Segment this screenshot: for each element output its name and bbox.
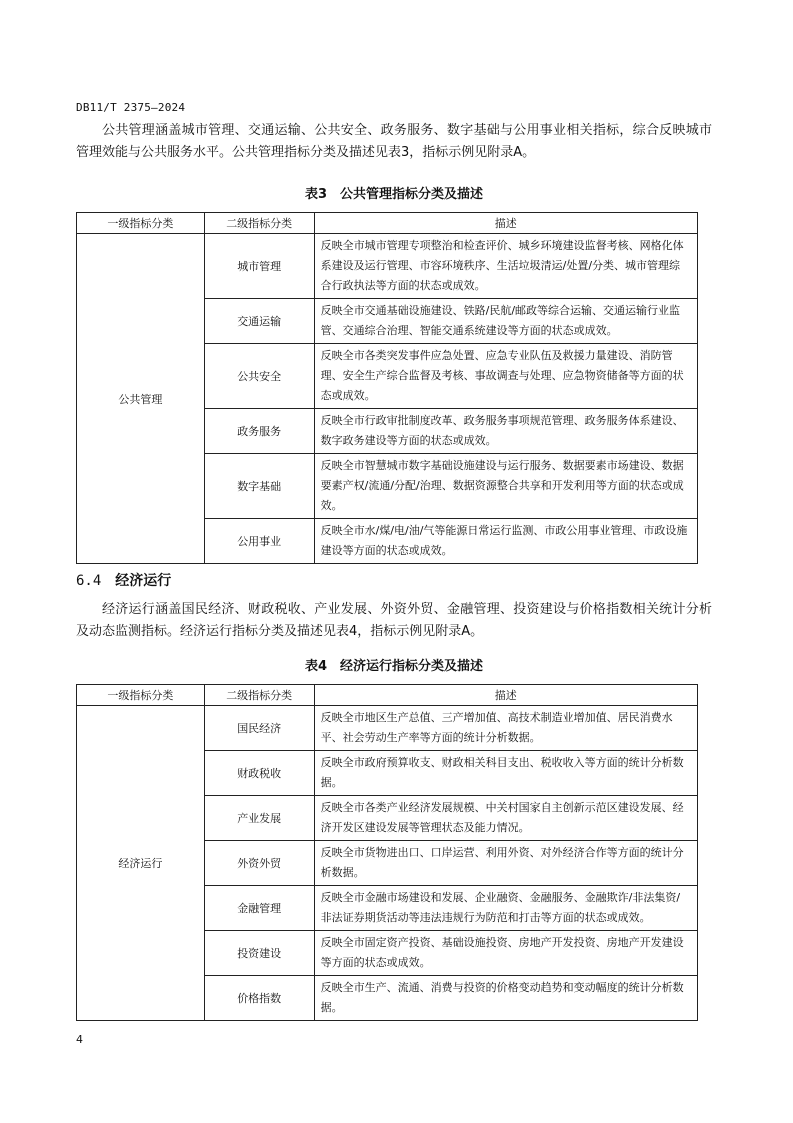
level2-cell: 政务服务	[204, 409, 314, 454]
level2-cell: 价格指数	[204, 976, 314, 1021]
level2-cell: 城市管理	[204, 234, 314, 299]
level2-cell: 产业发展	[204, 796, 314, 841]
description-cell: 反映全市行政审批制度改革、政务服务事项规范管理、政务服务体系建设、数字政务建设等方面的状态或成效。	[314, 409, 697, 454]
header-level2: 二级指标分类	[204, 685, 314, 706]
level2-cell: 公用事业	[204, 519, 314, 564]
header-description: 描述	[314, 213, 697, 234]
table-row	[77, 706, 698, 751]
level1-cell: 公共管理	[77, 234, 205, 564]
header-level1: 一级指标分类	[77, 685, 205, 706]
level2-cell: 交通运输	[204, 299, 314, 344]
description-cell: 反映全市城市管理专项整治和检查评价、城乡环境建设监督考核、网格化体系建设及运行管理、市容环境秩序、生活垃圾清运/处置/分类、城市管理综合行政执法等方面的状态或成效。	[314, 234, 697, 299]
level2-cell: 投资建设	[204, 931, 314, 976]
description-cell: 反映全市各类突发事件应急处置、应急专业队伍及救援力量建设、消防管理、安全生产综合监督及考核、事故调查与处理、应急物资储备等方面的状态或成效。	[314, 344, 697, 409]
description-cell: 反映全市政府预算收支、财政相关科目支出、税收收入等方面的统计分析数据。	[314, 751, 697, 796]
table3-caption: 表3 公共管理指标分类及描述	[304, 187, 484, 202]
header-description: 描述	[314, 685, 697, 706]
level2-cell: 数字基础	[204, 454, 314, 519]
intro-paragraph-table3: 公共管理涵盖城市管理、交通运输、公共安全、政务服务、数字基础与公用事业相关指标，综合反映城市管理效能与公共服务水平。公共管理指标分类及描述见表3，指标示例见附录A。	[76, 123, 712, 160]
description-cell: 反映全市交通基础设施建设、铁路/民航/邮政等综合运输、交通运输行业监管、交通综合治理、智能交通系统建设等方面的状态或成效。	[314, 299, 697, 344]
section-heading-6-4	[76, 570, 171, 590]
level2-cell: 财政税收	[204, 751, 314, 796]
level2-cell: 国民经济	[204, 706, 314, 751]
document-code: DB11/T 2375—2024	[76, 101, 186, 114]
description-cell: 反映全市智慧城市数字基础设施建设与运行服务、数据要素市场建设、数据要素产权/流通/分配/治理、数据资源整合共享和开发利用等方面的状态或成效。	[314, 454, 697, 519]
description-cell: 反映全市水/煤/电/油/气等能源日常运行监测、市政公用事业管理、市政设施建设等方面的状态或成效。	[314, 519, 697, 564]
table-header-row	[77, 685, 698, 706]
description-cell: 反映全市各类产业经济发展规模、中关村国家自主创新示范区建设发展、经济开发区建设发展等管理状态及能力情况。	[314, 796, 697, 841]
table4	[76, 684, 698, 1021]
header-level1: 一级指标分类	[77, 213, 205, 234]
description-cell: 反映全市固定资产投资、基础设施投资、房地产开发投资、房地产开发建设等方面的状态或成效。	[314, 931, 697, 976]
section-number: 6.4	[76, 573, 102, 589]
section-title: 经济运行	[115, 573, 172, 589]
description-cell: 反映全市金融市场建设和发展、企业融资、金融服务、金融欺诈/非法集资/非法证券期货活动等违法违规行为防范和打击等方面的状态或成效。	[314, 886, 697, 931]
level2-cell: 外资外贸	[204, 841, 314, 886]
table-header-row	[77, 213, 698, 234]
description-cell: 反映全市生产、流通、消费与投资的价格变动趋势和变动幅度的统计分析数据。	[314, 976, 697, 1021]
level2-cell: 金融管理	[204, 886, 314, 931]
level1-cell: 经济运行	[77, 706, 205, 1021]
table4-caption: 表4 经济运行指标分类及描述	[304, 659, 484, 674]
table-row	[77, 234, 698, 299]
description-cell: 反映全市货物进出口、口岸运营、利用外资、对外经济合作等方面的统计分析数据。	[314, 841, 697, 886]
table3	[76, 212, 698, 564]
level2-cell: 公共安全	[204, 344, 314, 409]
intro-paragraph-table4: 经济运行涵盖国民经济、财政税收、产业发展、外资外贸、金融管理、投资建设与价格指数相关统计分析及动态监测指标。经济运行指标分类及描述见表4，指标示例见附录A。	[76, 602, 712, 639]
page-number: 4	[76, 1033, 83, 1046]
description-cell: 反映全市地区生产总值、三产增加值、高技术制造业增加值、居民消费水平、社会劳动生产率等方面的统计分析数据。	[314, 706, 697, 751]
header-level2: 二级指标分类	[204, 213, 314, 234]
